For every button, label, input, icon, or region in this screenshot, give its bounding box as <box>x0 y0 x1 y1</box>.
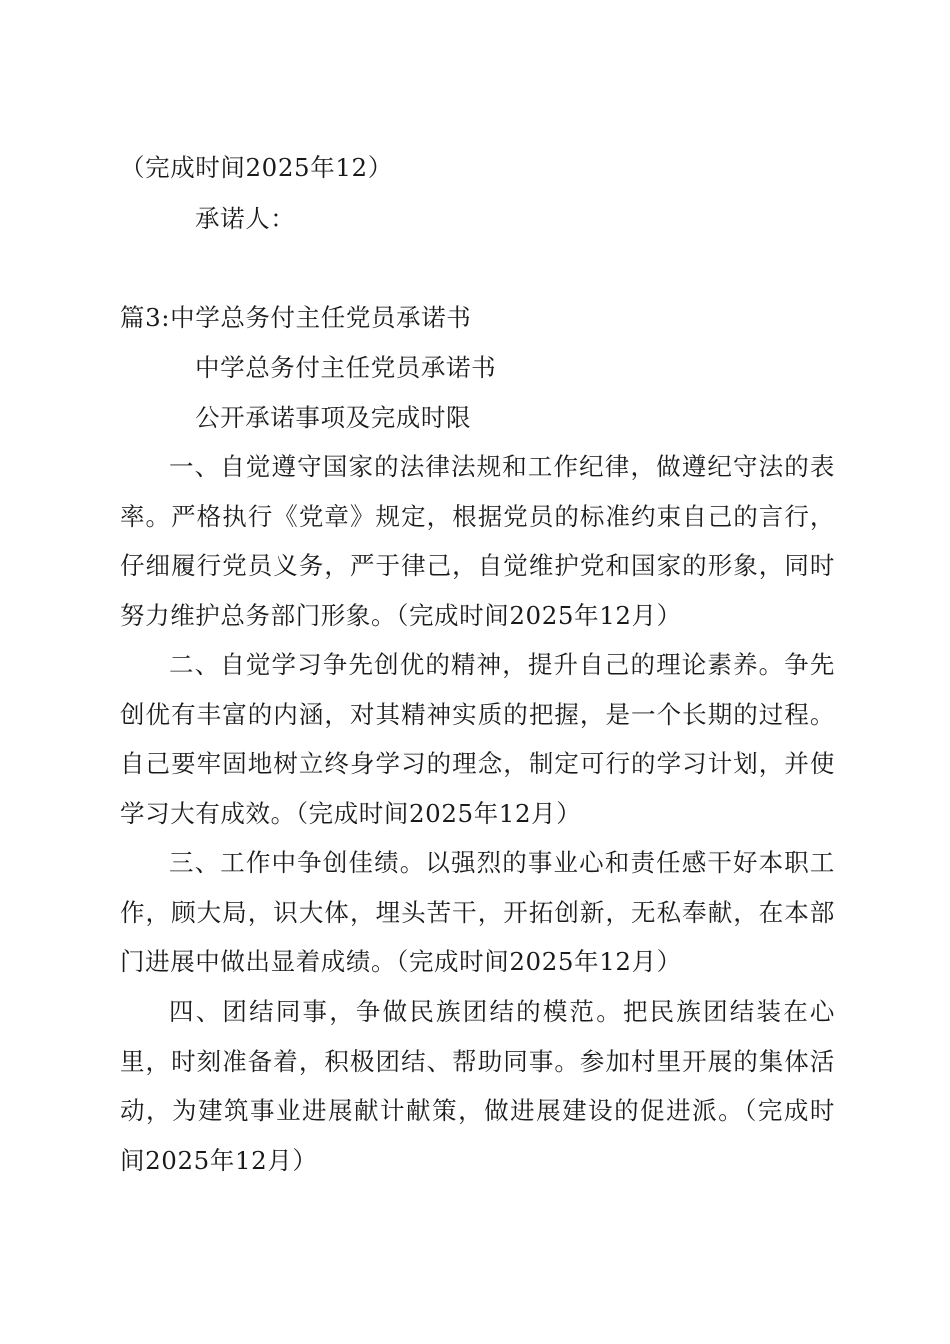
paragraph-item-1: 一、自觉遵守国家的法律法规和工作纪律，做遵纪守法的表率。严格执行《党章》规定，根据党员的标准约束自己的言行，仔细履行党员义务，严于律己，自觉维护党和国家的形象，同时努力维护总务部门形象。（完成时间2025年12月） <box>120 452 835 630</box>
doc-title: 中学总务付主任党员承诺书 <box>195 353 497 382</box>
paragraph-item-2: 二、自觉学习争先创优的精神，提升自己的理论素养。争先创优有丰富的内涵，对其精神实质的把握，是一个长期的过程。自己要牢固地树立终身学习的理念，制定可行的学习计划，并使学习大有成效。（完成时间2025年12月） <box>120 650 835 828</box>
doc-subtitle: 公开承诺事项及完成时限 <box>195 403 472 432</box>
signatory-label: 承诺人： <box>195 204 296 233</box>
continuation-line: （完成时间2025年12） <box>120 153 393 182</box>
paragraph-item-4: 四、团结同事，争做民族团结的模范。把民族团结装在心里，时刻准备着，积极团结、帮助同事。参加村里开展的集体活动，为建筑事业进展献计献策，做进展建设的促进派。（完成时间2025年12月） <box>120 997 835 1175</box>
section-heading: 篇3:中学总务付主任党员承诺书 <box>120 303 472 332</box>
paragraph-item-3: 三、工作中争创佳绩。以强烈的事业心和责任感干好本职工作，顾大局，识大体，埋头苦干，开拓创新，无私奉献，在本部门进展中做出显着成绩。（完成时间2025年12月） <box>120 848 835 976</box>
